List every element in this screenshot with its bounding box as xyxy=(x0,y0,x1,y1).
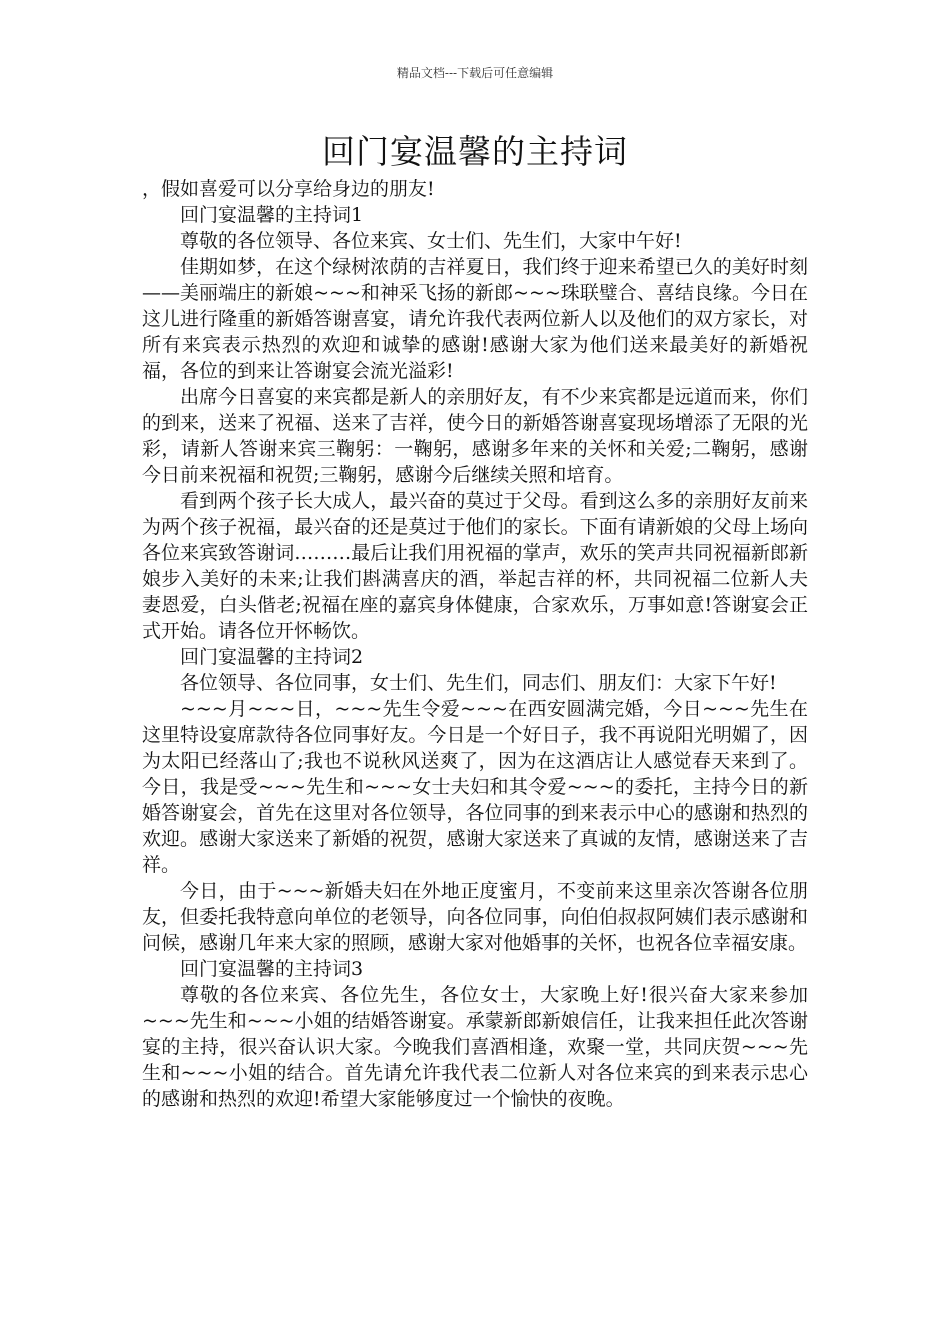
paragraph: 今日，由于~~~新婚夫妇在外地正度蜜月，不变前来这里亲次答谢各位朋友，但委托我特意向单位的老领导，向各位同事，向伯伯叔叔阿姨们表示感谢和问候，感谢几年来大家的照顾，感谢大家对他婚事的关怀，也祝各位幸福安康。 xyxy=(142,880,808,954)
paragraph: ~~~月~~~日，~~~先生令爱~~~在西安圆满完婚，今日~~~先生在这里特设宴席款待各位同事好友。今日是一个好日子，我不再说阳光明媚了，因为太阳已经落山了;我也不说秋风送爽了，因为在这酒店让人感觉春天来到了。今日，我是受~~~先生和~~~女士夫妇和其令爱~~~的委托，主持今日的新婚答谢宴会，首先在这里对各位领导，各位同事的到来表示中心的感谢和热烈的欢迎。感谢大家送来了新婚的祝贺，感谢大家送来了真诚的友情，感谢送来了吉祥。 xyxy=(142,698,808,876)
paragraph: 尊敬的各位领导、各位来宾、女士们、先生们，大家中午好! xyxy=(180,230,682,252)
paragraph: 佳期如梦，在这个绿树浓荫的吉祥夏日，我们终于迎来希望已久的美好时刻——美丽端庄的新娘~~~和神采飞扬的新郎~~~珠联璧合、喜结良缘。今日在这儿进行隆重的新婚答谢喜宴，请允许我代表两位新人以及他们的双方家长，对所有来宾表示热烈的欢迎和诚挚的感谢!感谢大家为他们送来最美好的新婚祝福，各位的到来让答谢宴会流光溢彩! xyxy=(142,256,808,382)
document-body xyxy=(142,176,808,1112)
paragraph: 各位领导、各位同事，女士们、先生们，同志们、朋友们：大家下午好! xyxy=(180,672,777,694)
paragraph: 看到两个孩子长大成人，最兴奋的莫过于父母。看到这么多的亲朋好友前来为两个孩子祝福，最兴奋的还是莫过于他们的家长。下面有请新娘的父母上场向各位来宾致答谢词………最后让我们用祝福的掌声，欢乐的笑声共同祝福新郎新娘步入美好的未来;让我们斟满喜庆的酒，举起吉祥的杯，共同祝福二位新人夫妻恩爱，白头偕老;祝福在座的嘉宾身体健康，合家欢乐，万事如意!答谢宴会正式开始。请各位开怀畅饮。 xyxy=(142,490,808,642)
page-header: 精品文档---下载后可任意编辑 xyxy=(396,66,554,80)
paragraph: 尊敬的各位来宾、各位先生，各位女士，大家晚上好!很兴奋大家来参加~~~先生和~~~小姐的结婚答谢宴。承蒙新郎新娘信任，让我来担任此次答谢宴的主持，很兴奋认识大家。今晚我们喜酒相逢，欢聚一堂，共同庆贺~~~先生和~~~小姐的结合。首先请允许我代表二位新人对各位来宾的到来表示忠心的感谢和热烈的欢迎!希望大家能够度过一个愉快的夜晚。 xyxy=(142,984,808,1110)
section-heading-2: 回门宴温馨的主持词2 xyxy=(180,646,364,668)
section-heading-3: 回门宴温馨的主持词3 xyxy=(180,958,364,980)
paragraph: 出席今日喜宴的来宾都是新人的亲朋好友，有不少来宾都是远道而来，你们的到来，送来了祝福、送来了吉祥，使今日的新婚答谢喜宴现场增添了无限的光彩，请新人答谢来宾三鞠躬：一鞠躬，感谢多年来的关怀和关爱;二鞠躬，感谢今日前来祝福和祝贺;三鞠躬，感谢今后继续关照和培育。 xyxy=(142,386,808,486)
paragraph: ，假如喜爱可以分享给身边的朋友! xyxy=(142,178,435,200)
section-heading-1: 回门宴温馨的主持词1 xyxy=(180,204,364,226)
document-title: 回门宴温馨的主持词 xyxy=(322,132,628,171)
